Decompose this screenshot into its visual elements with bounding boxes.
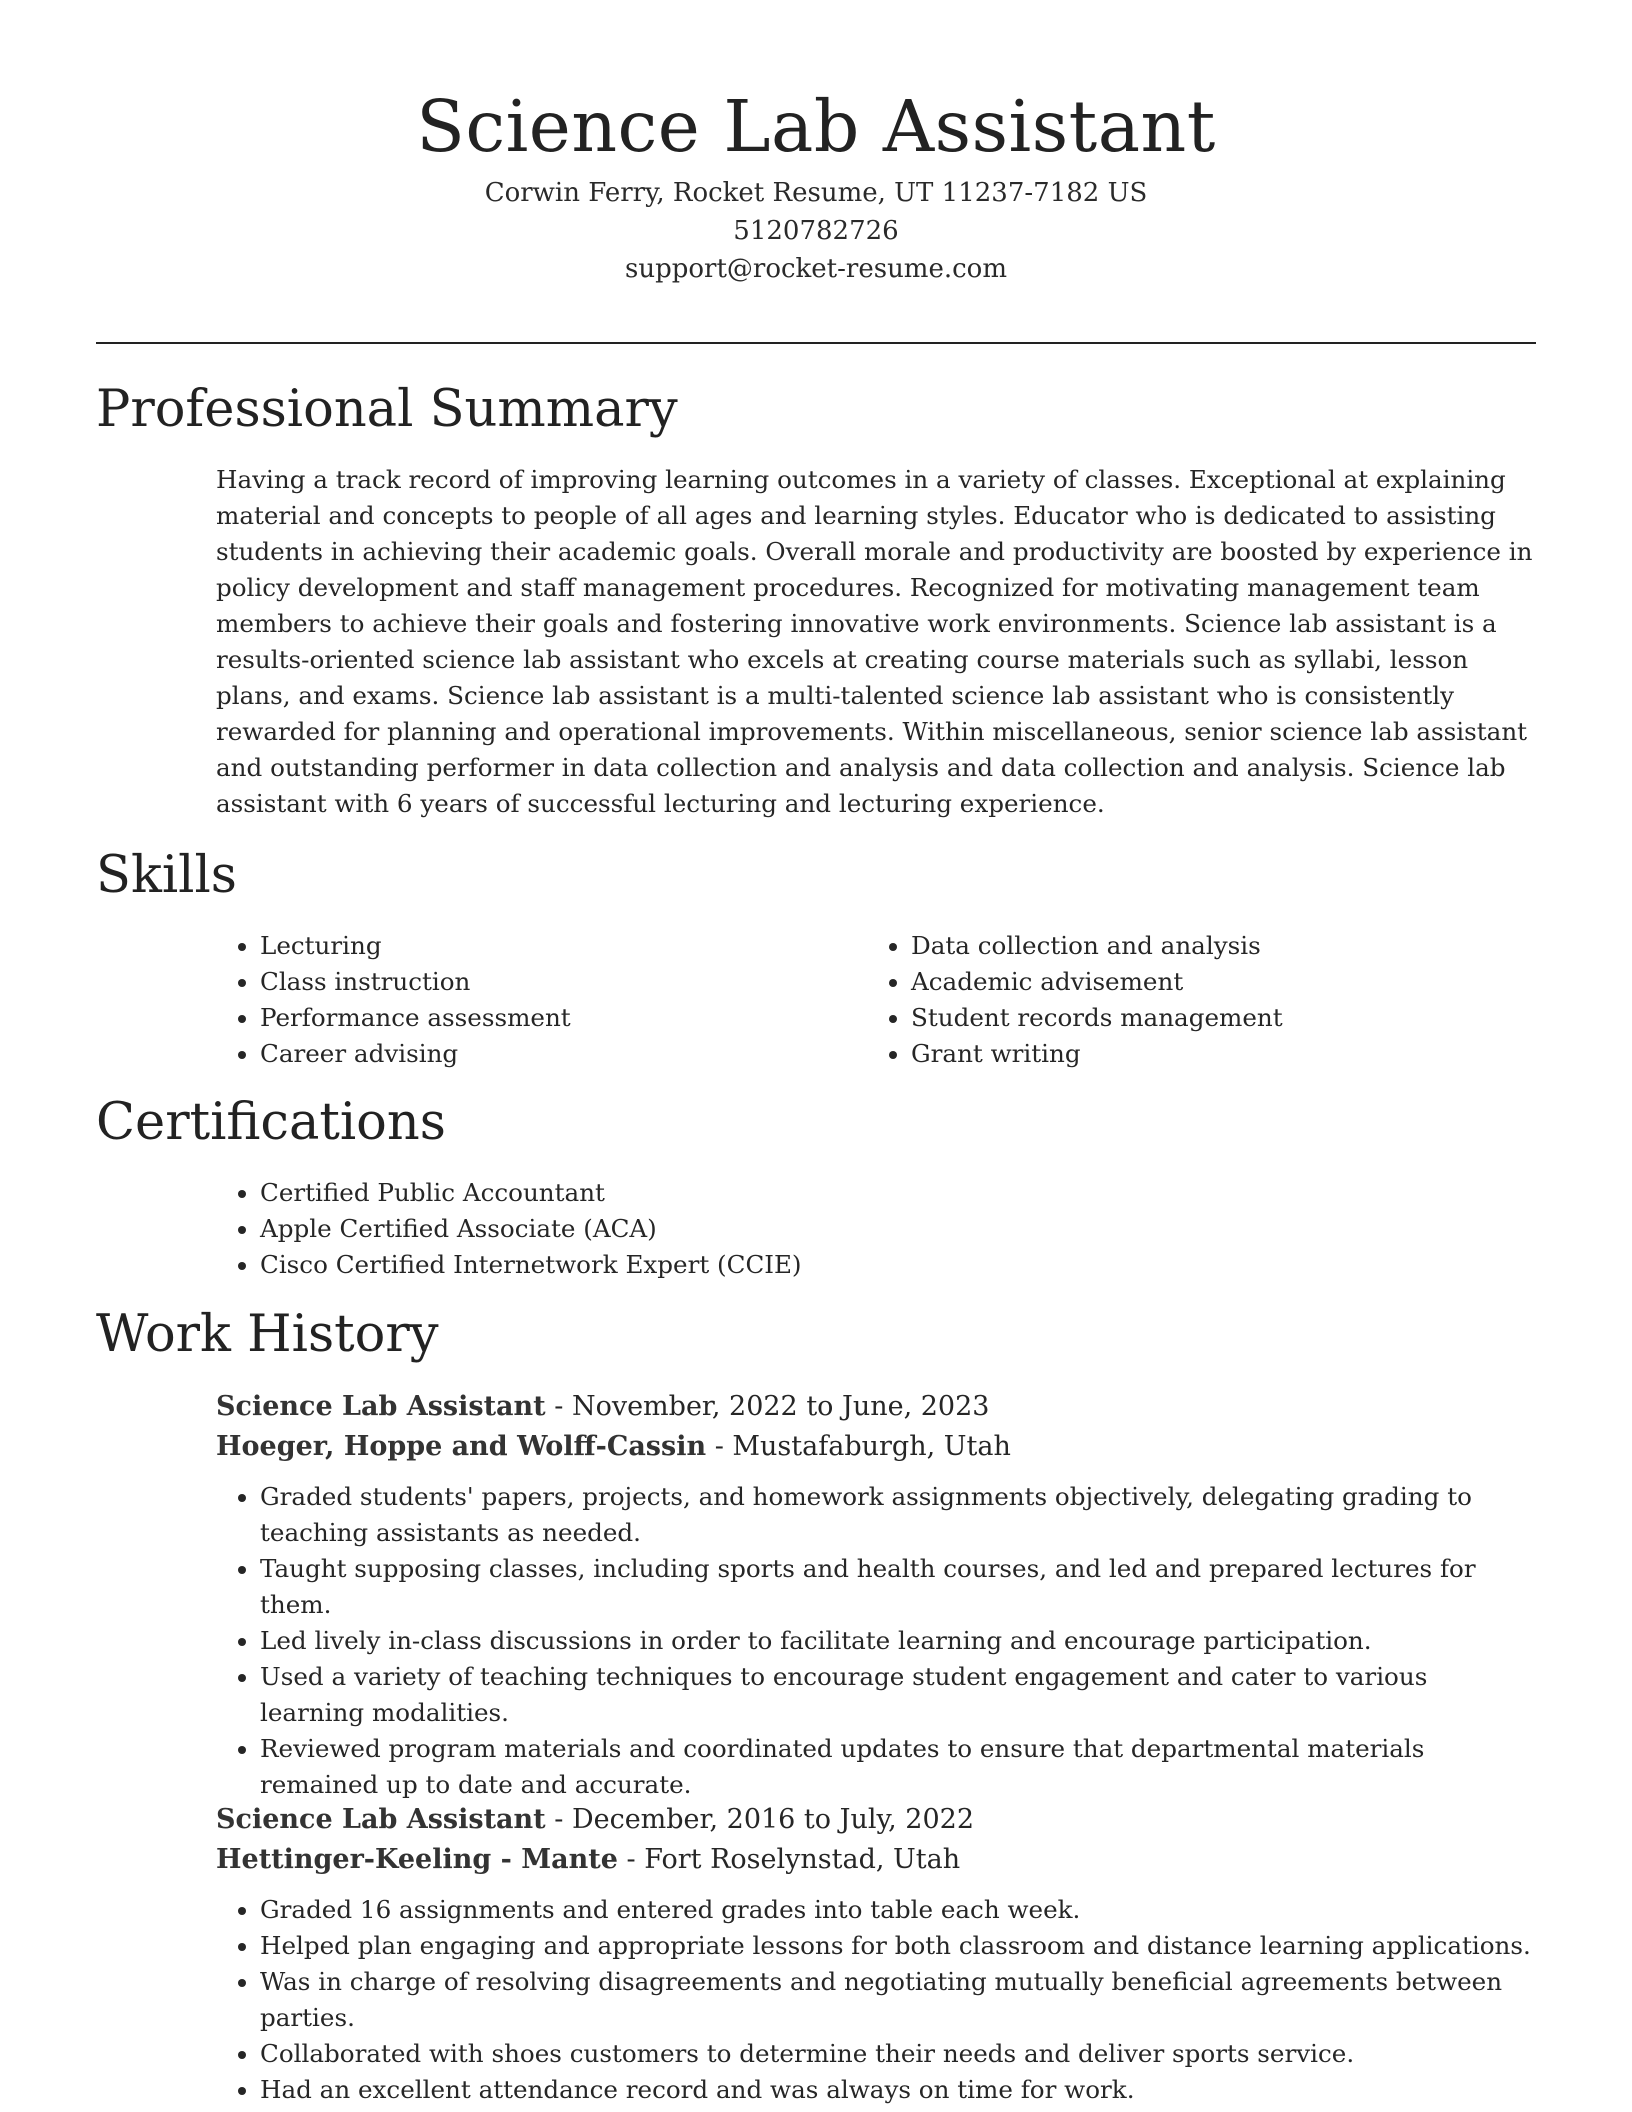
certification-item: • Certified Public Accountant	[260, 1175, 1538, 1211]
job-company: Hettinger-Keeling - Mante	[216, 1844, 618, 1875]
summary-text: Having a track record of improving learning outcomes in a variety of classes. Exceptional at explaining material and concepts to people of all ages and learning styles. Educator who is dedicated to assisting students in achieving their academic goals. Overall morale and productivity are boosted by experience in policy development and staff management procedures. Recognized for motivating management team members to achieve their goals and fostering innovative work environments. Science lab assistant is a results-oriented science lab assistant who excels at creating course materials such as syllabi, lesson plans, and exams. Science lab assistant is a multi-talented science lab assistant who is consistently rewarded for planning and operational improvements. Within miscellaneous, senior science lab assistant and outstanding performer in data collection and analysis and data collection and analysis. Science lab assistant with 6 years of successful lecturing and lecturing experience.	[216, 465, 1533, 818]
job-bullet: • Used a variety of teaching techniques to encourage student engagement and cater to various learning modalities.	[260, 1659, 1538, 1731]
job-bullet: • Taught supposing classes, including sports and health courses, and led and prepared lectures for them.	[260, 1551, 1538, 1623]
certification-item: • Cisco Certified Internetwork Expert (CCIE)	[260, 1247, 1538, 1283]
certifications-list	[216, 1175, 1538, 1283]
contact-phone: 5120782726	[733, 216, 899, 246]
skills-column-left	[216, 928, 867, 1072]
certification-item: • Apple Certified Associate (ACA)	[260, 1211, 1538, 1247]
job-entry	[216, 1800, 1538, 2108]
skill-item: • Student records management	[911, 1000, 1518, 1036]
skill-item: • Academic advisement	[911, 964, 1518, 1000]
skill-item: • Lecturing	[260, 928, 867, 964]
job-bullet: • Helped plan engaging and appropriate lessons for both classroom and distance learning applications.	[260, 1928, 1538, 1964]
skill-item: • Performance assessment	[260, 1000, 867, 1036]
resume-header	[0, 84, 1632, 288]
job-bullet: • Was in charge of resolving disagreements and negotiating mutually beneficial agreements between parties.	[260, 1964, 1538, 2036]
job-title-line	[216, 1387, 1538, 1427]
contact-email: support@rocket-resume.com	[624, 254, 1007, 284]
job-entry	[216, 1387, 1538, 1803]
job-dates: - November, 2022 to June, 2023	[545, 1391, 990, 1422]
job-bullet: • Graded 16 assignments and entered grades into table each week.	[260, 1892, 1538, 1928]
header-divider	[96, 342, 1536, 344]
job-bullet: • Had an excellent attendance record and was always on time for work.	[260, 2072, 1538, 2108]
skill-item: • Career advising	[260, 1036, 867, 1072]
skills-column-right	[867, 928, 1518, 1072]
job-location: - Mustafaburgh, Utah	[706, 1431, 1011, 1462]
job-bullet: • Led lively in-class discussions in order to facilitate learning and encourage participation.	[260, 1623, 1538, 1659]
job-bullets	[216, 1479, 1538, 1803]
skills-list	[216, 928, 1538, 1072]
skills-heading: Skills	[96, 846, 237, 905]
contact-block	[0, 174, 1632, 288]
job-dates: - December, 2016 to July, 2022	[545, 1804, 975, 1835]
job-bullet: • Graded students' papers, projects, and homework assignments objectively, delegating grading to teaching assistants as needed.	[260, 1479, 1538, 1551]
job-company: Hoeger, Hoppe and Wolff-Cassin	[216, 1431, 707, 1462]
job-location: - Fort Roselynstad, Utah	[617, 1844, 961, 1875]
job-company-line	[216, 1427, 1538, 1467]
skill-item: • Grant writing	[911, 1036, 1518, 1072]
job-company-line	[216, 1840, 1538, 1880]
job-bullets	[216, 1892, 1538, 2108]
summary-heading: Professional Summary	[96, 380, 678, 439]
work-history-heading: Work History	[96, 1305, 439, 1364]
job-title: Science Lab Assistant	[216, 1804, 546, 1835]
skill-item: • Class instruction	[260, 964, 867, 1000]
certifications-heading: Certifications	[96, 1093, 446, 1152]
job-title: Science Lab Assistant	[216, 1391, 546, 1422]
job-title-line	[216, 1800, 1538, 1840]
certifications-bullets	[216, 1175, 1538, 1283]
skill-item: • Data collection and analysis	[911, 928, 1518, 964]
job-bullet: • Collaborated with shoes customers to determine their needs and deliver sports service.	[260, 2036, 1538, 2072]
job-bullet: • Reviewed program materials and coordinated updates to ensure that departmental materials remained up to date and accurate.	[260, 1731, 1538, 1803]
resume-title: Science Lab Assistant	[416, 85, 1216, 168]
contact-address: Corwin Ferry, Rocket Resume, UT 11237-7182 US	[484, 178, 1148, 208]
